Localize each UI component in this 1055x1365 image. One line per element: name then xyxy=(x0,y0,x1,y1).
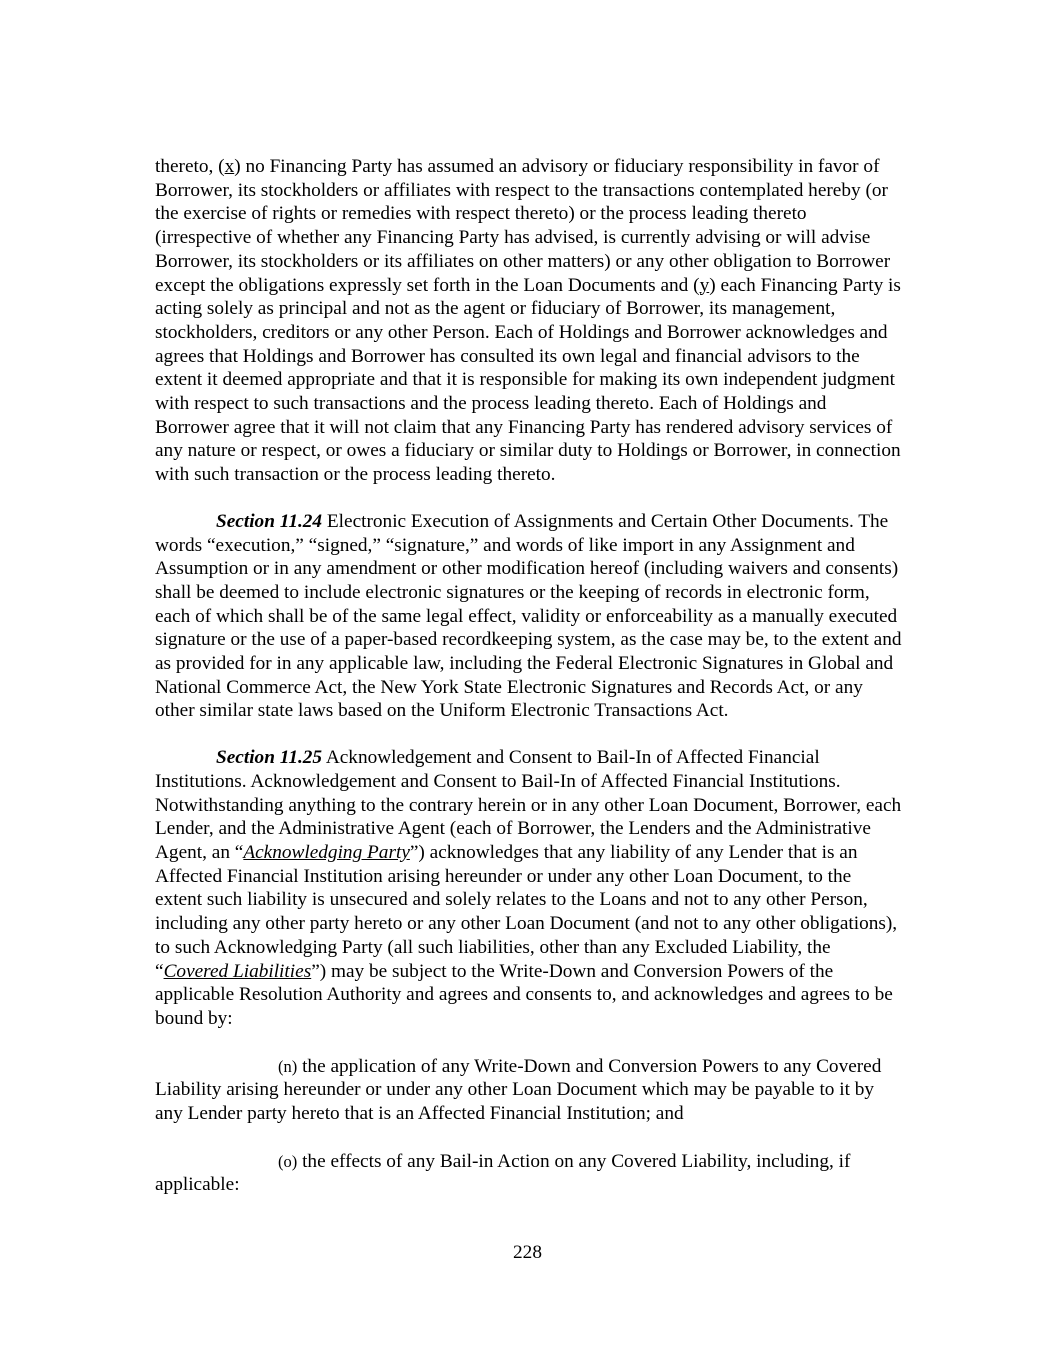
paragraph-text: thereto, ( xyxy=(155,156,225,177)
section-heading: Section 11.25 xyxy=(216,747,323,769)
clause-marker-x: x xyxy=(224,156,235,177)
item-label: (n) xyxy=(278,1056,298,1076)
page-number: 228 xyxy=(513,1242,542,1263)
section-text: ”) may be subject to the Write-Down and Conversion Powers of the applicable Resolution Authority and agrees and consents to, and acknowledges and agrees to be bound by: xyxy=(155,960,893,1029)
section-11-24 xyxy=(155,510,903,723)
document-body xyxy=(155,155,903,1197)
paragraph-text: ) each Financing Party is acting solely as principal and not as the agent or fiduciary of Borrower, its management, stockholders, creditors or any other Person. Each of Holdings and Borrower acknowledges and agrees that Holdings and Borrower has consulted its own legal and financial advisors to the extent it deemed appropriate and that it is responsible for making its own independent judgment with respect to such transactions and the process leading thereto. Each of Holdings and Borrower agree that it will not claim that any Financing Party has rendered advisory services of any nature or respect, or owes a fiduciary or similar duty to Holdings or Borrower, in connection with such transaction or the process leading thereto. xyxy=(155,274,901,486)
section-11-25 xyxy=(155,746,903,1030)
item-label: (o) xyxy=(278,1151,298,1171)
list-item-o xyxy=(155,1150,903,1197)
item-text: the application of any Write-Down and Conversion Powers to any Covered Liability arising hereunder or under any other Loan Document which may be payable to it by any Lender party hereto that is an Affected Financial Institution; and xyxy=(155,1055,882,1125)
clause-marker-y: y xyxy=(699,274,710,296)
paragraph-fiduciary xyxy=(155,155,903,487)
defined-term-acknowledging-party: Acknowledging Party xyxy=(243,841,410,863)
section-text: Electronic Execution of Assignments and Certain Other Documents. The words “execution,” “signed,” “signature,” and words of like import in any Assignment and Assumption or in any amendment or other modification hereof (including waivers and consents) shall be deemed to include electronic signatures or the keeping of records in electronic form, each of which shall be of the same legal effect, validity or enforceability as a manually executed signature or the use of a paper-based recordkeeping system, as the case may be, to the extent and as provided for in any applicable law, including the Federal Electronic Signatures in Global and National Commerce Act, the New York State Electronic Signatures and Records Act, or any other similar state laws based on the Uniform Electronic Transactions Act. xyxy=(155,510,902,722)
section-text: ”) acknowledges that any liability of any Lender that is an Affected Financial Institution arising hereunder or under any other Loan Document, to the extent such liability is unsecured and solely relates to the Loans and not to any other Person, including any other party hereto or any other Loan Document (and not to any other obligations), to such Acknowledging Party (all such liabilities, other than any Excluded Liability, the “ xyxy=(155,841,898,982)
section-heading: Section 11.24 xyxy=(216,510,323,532)
list-item-n xyxy=(155,1055,903,1126)
paragraph-text: ) no Financing Party has assumed an advisory or fiduciary responsibility in favor of Borrower, its stockholders or affiliates with respect to the transactions contemplated hereby (or the exercise of rights or remedies with respect thereto) or the process leading thereto (irrespective of whether any Financing Party has advised, is currently advising or will advise Borrower, its stockholders or its affiliates on other matters) or any other obligation to Borrower except the obligations expressly set forth in the Loan Documents and ( xyxy=(155,156,891,296)
defined-term-covered-liabilities: Covered Liabilities xyxy=(163,960,312,982)
section-text: Acknowledgement and Consent to Bail-In of Affected Financial Institutions. Acknowledgement and Consent to Bail-In of Affected Financial Institutions. Notwithstanding anything to the contrary herein or in any other Loan Document, Borrower, each Lender, and the Administrative Agent (each of Borrower, the Lenders and the Administrative Agent, an “ xyxy=(155,747,902,863)
item-text: the effects of any Bail-in Action on any Covered Liability, including, if applicable: xyxy=(155,1150,851,1196)
